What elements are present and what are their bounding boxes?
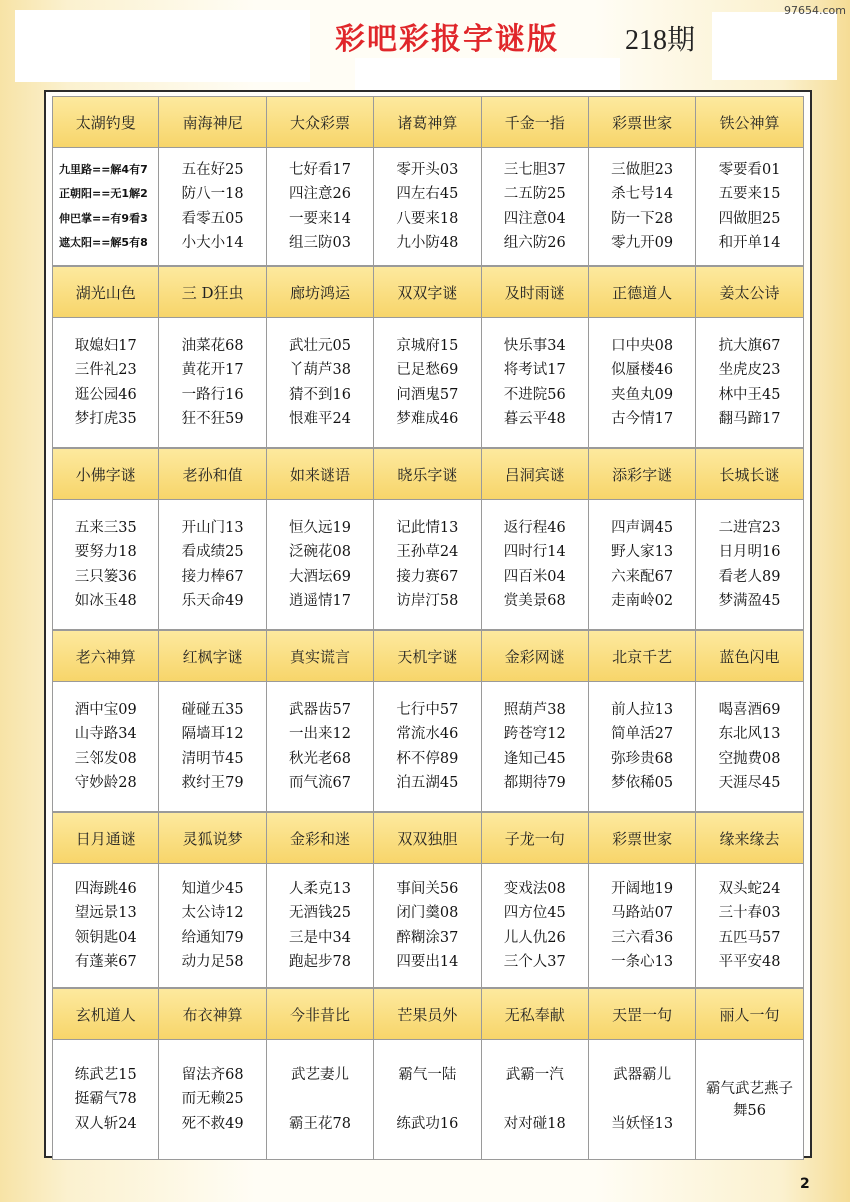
riddle-line: 开山门13 bbox=[181, 519, 244, 536]
riddle-line: 死不救49 bbox=[181, 1115, 244, 1132]
riddle-line: 三邻发08 bbox=[74, 750, 137, 767]
riddle-line: 杀七号14 bbox=[611, 186, 674, 202]
column-header: 布衣神算 bbox=[159, 988, 266, 1040]
riddle-line: 梦打虎35 bbox=[74, 411, 137, 427]
riddle-line: 猜不到16 bbox=[289, 386, 351, 403]
column-header: 千金一指 bbox=[482, 96, 589, 148]
riddle-line: 而气流67 bbox=[289, 775, 351, 791]
blank-header-center bbox=[355, 58, 620, 92]
riddle-line: 变戏法08 bbox=[503, 880, 566, 897]
riddle-line: 问酒鬼57 bbox=[396, 386, 459, 403]
column-header: 丽人一句 bbox=[696, 988, 803, 1040]
riddle-cell bbox=[696, 148, 803, 266]
riddle-line: 梦依稀05 bbox=[611, 775, 674, 791]
riddle-line: 弥珍贵68 bbox=[611, 750, 674, 767]
riddle-cell bbox=[696, 500, 803, 630]
column-header: 双双字谜 bbox=[374, 266, 481, 318]
riddle-line: 三六看36 bbox=[611, 929, 674, 946]
content-row bbox=[52, 148, 804, 266]
column-header: 及时雨谜 bbox=[482, 266, 589, 318]
header-row bbox=[52, 448, 804, 500]
riddle-line: 防八一18 bbox=[181, 186, 244, 202]
riddle-line: 零开头03 bbox=[396, 161, 459, 178]
riddle-cell bbox=[267, 318, 374, 448]
column-header: 诸葛神算 bbox=[374, 96, 481, 148]
riddle-cell bbox=[374, 864, 481, 988]
riddle-cell bbox=[482, 864, 589, 988]
riddle-line: 正朝阳==无1解2 bbox=[59, 187, 148, 200]
riddle-line: 五在好25 bbox=[181, 161, 244, 178]
riddle-cell bbox=[482, 1040, 589, 1160]
riddle-line: 返行程46 bbox=[503, 519, 566, 536]
column-header: 大众彩票 bbox=[267, 96, 374, 148]
riddle-line: 挺霸气78 bbox=[74, 1091, 137, 1108]
column-header: 南海神尼 bbox=[159, 96, 266, 148]
riddle-line: 乐天命49 bbox=[181, 593, 244, 609]
riddle-line: 八要来18 bbox=[396, 210, 459, 227]
riddle-cell bbox=[589, 1040, 696, 1160]
riddle-line: 似蜃楼46 bbox=[611, 362, 674, 378]
riddle-line: 黄花开17 bbox=[181, 362, 244, 378]
page-title: 彩吧彩报字谜版 bbox=[335, 22, 559, 57]
riddle-line: 王孙草24 bbox=[396, 544, 459, 560]
riddle-line: 不进院56 bbox=[503, 386, 566, 403]
riddle-line: 一出来12 bbox=[289, 726, 351, 742]
riddle-line: 野人家13 bbox=[611, 544, 674, 560]
riddle-cell bbox=[267, 682, 374, 812]
riddle-line: 如冰玉48 bbox=[74, 593, 137, 609]
riddle-cell bbox=[159, 148, 266, 266]
riddle-line: 九小防48 bbox=[396, 235, 459, 251]
riddle-cell bbox=[696, 1040, 803, 1160]
riddle-line: 伸巴掌==有9看3 bbox=[59, 211, 148, 225]
riddle-line: 秋光老68 bbox=[289, 750, 351, 767]
riddle-line: 四方位45 bbox=[503, 905, 566, 921]
riddle-line: 看老人89 bbox=[718, 568, 781, 585]
column-header: 小佛字谜 bbox=[52, 448, 159, 500]
riddle-line: 照葫芦38 bbox=[503, 701, 566, 718]
riddle-line: 马路站07 bbox=[611, 905, 674, 921]
riddle-line: 练武功16 bbox=[396, 1116, 459, 1132]
header-row bbox=[52, 266, 804, 318]
riddle-line: 当妖怪13 bbox=[611, 1116, 674, 1132]
riddle-board bbox=[44, 90, 812, 1158]
corner-mark: 2 bbox=[800, 1176, 810, 1192]
riddle-line: 三件礼23 bbox=[74, 362, 137, 378]
header-row bbox=[52, 630, 804, 682]
issue-number: 218期 bbox=[625, 25, 696, 56]
riddle-line: 前人拉13 bbox=[611, 701, 674, 718]
riddle-line: 守妙龄28 bbox=[74, 775, 137, 791]
riddle-cell bbox=[374, 682, 481, 812]
riddle-grid bbox=[52, 96, 804, 1160]
riddle-line: 清明节45 bbox=[181, 750, 244, 767]
riddle-line: 练武艺15 bbox=[74, 1066, 137, 1083]
column-header: 添彩字谜 bbox=[589, 448, 696, 500]
content-row bbox=[52, 318, 804, 448]
riddle-cell bbox=[159, 500, 266, 630]
riddle-cell bbox=[159, 682, 266, 812]
riddle-line: 四注意26 bbox=[289, 186, 351, 202]
riddle-line: 零九开09 bbox=[611, 235, 674, 251]
riddle-cell bbox=[267, 864, 374, 988]
riddle-line: 山寺路34 bbox=[74, 726, 137, 742]
riddle-cell bbox=[159, 864, 266, 988]
riddle-line: 恒久远19 bbox=[289, 519, 351, 536]
riddle-line: 二进宫23 bbox=[718, 519, 781, 536]
column-header: 三 D狂虫 bbox=[159, 266, 266, 318]
riddle-line: 狂不狂59 bbox=[181, 411, 244, 427]
riddle-line: 武艺妻儿 bbox=[290, 1066, 349, 1083]
riddle-line: 霸气一陆 bbox=[398, 1066, 457, 1083]
riddle-line: 接力棒67 bbox=[181, 568, 244, 585]
riddle-line: 翻马蹄17 bbox=[718, 411, 781, 427]
riddle-line: 四做胆25 bbox=[718, 210, 781, 227]
riddle-line: 霸王花78 bbox=[289, 1116, 351, 1132]
riddle-cell bbox=[374, 500, 481, 630]
column-header: 姜太公诗 bbox=[696, 266, 803, 318]
riddle-line: 给通知79 bbox=[181, 929, 244, 946]
riddle-line: 一条心13 bbox=[611, 954, 674, 970]
riddle-cell bbox=[267, 148, 374, 266]
riddle-line: 都期待79 bbox=[503, 775, 566, 791]
riddle-line: 小大小14 bbox=[181, 235, 244, 251]
riddle-line: 林中王45 bbox=[718, 386, 781, 403]
column-header: 如来谜语 bbox=[267, 448, 374, 500]
riddle-line: 逛公园46 bbox=[74, 386, 137, 403]
riddle-line: 组三防03 bbox=[289, 235, 351, 251]
riddle-line: 防一下28 bbox=[611, 210, 674, 227]
column-header: 金彩网谜 bbox=[482, 630, 589, 682]
riddle-cell bbox=[696, 864, 803, 988]
column-header: 双双独胆 bbox=[374, 812, 481, 864]
riddle-line: 太公诗12 bbox=[181, 905, 244, 921]
riddle-line: 碰碰五35 bbox=[181, 701, 244, 718]
riddle-line: 油菜花68 bbox=[181, 337, 244, 354]
riddle-line: 平平安48 bbox=[718, 954, 781, 970]
riddle-line: 东北风13 bbox=[718, 726, 781, 742]
column-header: 天罡一句 bbox=[589, 988, 696, 1040]
riddle-line: 取媳妇17 bbox=[74, 337, 137, 354]
riddle-line: 一要来14 bbox=[289, 210, 351, 227]
riddle-cell bbox=[696, 682, 803, 812]
riddle-line: 古今情17 bbox=[611, 411, 674, 427]
riddle-line: 口中央08 bbox=[611, 337, 674, 354]
riddle-line: 事间关56 bbox=[396, 880, 459, 897]
riddle-line: 五来三35 bbox=[74, 519, 137, 536]
riddle-cell bbox=[52, 1040, 159, 1160]
riddle-line: 五匹马57 bbox=[718, 929, 781, 946]
riddle-cell bbox=[482, 500, 589, 630]
riddle-line: 开阔地19 bbox=[611, 880, 674, 897]
riddle-line: 四时行14 bbox=[503, 544, 566, 560]
riddle-line: 接力赛67 bbox=[396, 568, 459, 585]
riddle-line: 三只篓36 bbox=[74, 568, 137, 585]
riddle-line: 和开单14 bbox=[718, 235, 781, 251]
content-row bbox=[52, 864, 804, 988]
riddle-line: 三十春03 bbox=[718, 905, 781, 921]
content-row bbox=[52, 500, 804, 630]
riddle-line: 九里路==解4有7 bbox=[59, 162, 148, 176]
riddle-line: 夹鱼丸09 bbox=[611, 386, 674, 403]
site-watermark: 97654.com bbox=[784, 4, 846, 17]
riddle-cell bbox=[267, 500, 374, 630]
riddle-line: 日月明16 bbox=[718, 544, 781, 560]
riddle-line: 京城府15 bbox=[396, 337, 459, 354]
column-header: 灵狐说梦 bbox=[159, 812, 266, 864]
riddle-line: 赏美景68 bbox=[503, 593, 566, 609]
riddle-line: 霸气武艺燕子舞56 bbox=[706, 1080, 794, 1119]
riddle-line: 无酒钱25 bbox=[289, 905, 351, 921]
riddle-line: 杯不停89 bbox=[396, 750, 459, 767]
riddle-line: 天涯尽45 bbox=[718, 775, 781, 791]
riddle-line: 双头蛇24 bbox=[718, 880, 781, 897]
riddle-line: 武器霸儿 bbox=[613, 1066, 672, 1083]
riddle-cell bbox=[267, 1040, 374, 1160]
riddle-line: 醉糊涂37 bbox=[396, 929, 459, 946]
content-row bbox=[52, 682, 804, 812]
riddle-line: 二五防25 bbox=[503, 186, 566, 202]
column-header: 蓝色闪电 bbox=[696, 630, 803, 682]
riddle-line: 泊五湖45 bbox=[396, 775, 459, 791]
column-header: 玄机道人 bbox=[52, 988, 159, 1040]
column-header: 缘来缘去 bbox=[696, 812, 803, 864]
riddle-cell bbox=[589, 864, 696, 988]
riddle-line: 闭门羹08 bbox=[396, 905, 459, 921]
header-row bbox=[52, 988, 804, 1040]
riddle-line: 快乐事34 bbox=[503, 337, 566, 354]
riddle-line: 七好看17 bbox=[289, 161, 351, 178]
riddle-line: 五要来15 bbox=[718, 186, 781, 202]
content-row bbox=[52, 1040, 804, 1160]
riddle-cell bbox=[589, 500, 696, 630]
riddle-line: 泛碗花08 bbox=[289, 544, 351, 560]
riddle-line: 跑起步78 bbox=[289, 954, 351, 970]
riddle-cell bbox=[374, 148, 481, 266]
column-header: 正德道人 bbox=[589, 266, 696, 318]
column-header: 天机字谜 bbox=[374, 630, 481, 682]
riddle-cell bbox=[374, 318, 481, 448]
riddle-line: 看零五05 bbox=[181, 210, 244, 227]
riddle-cell bbox=[159, 318, 266, 448]
riddle-cell bbox=[482, 682, 589, 812]
riddle-line: 武霸一汽 bbox=[505, 1066, 564, 1083]
riddle-line: 抗大旗67 bbox=[718, 337, 781, 354]
riddle-line: 人柔克13 bbox=[289, 880, 351, 897]
riddle-line: 三做胆23 bbox=[611, 161, 674, 178]
riddle-line: 走南岭02 bbox=[611, 593, 674, 609]
riddle-line: 组六防26 bbox=[503, 235, 566, 251]
riddle-line: 四海跳46 bbox=[74, 880, 137, 897]
riddle-line: 动力足58 bbox=[181, 954, 244, 970]
riddle-line: 暮云平48 bbox=[503, 411, 566, 427]
riddle-line: 看成绩25 bbox=[181, 544, 244, 560]
riddle-line: 四百米04 bbox=[503, 568, 566, 585]
header-row bbox=[52, 96, 804, 148]
riddle-line: 访岸汀58 bbox=[396, 593, 459, 609]
riddle-line: 将考试17 bbox=[503, 362, 566, 378]
riddle-line: 武壮元05 bbox=[289, 337, 351, 354]
riddle-line: 梦难成46 bbox=[396, 411, 459, 427]
riddle-cell bbox=[589, 148, 696, 266]
riddle-line: 儿人仇26 bbox=[503, 929, 566, 946]
riddle-line: 恨难平24 bbox=[289, 411, 351, 427]
column-header: 无私奉献 bbox=[482, 988, 589, 1040]
riddle-line: 三七胆37 bbox=[503, 161, 566, 178]
riddle-cell bbox=[482, 318, 589, 448]
riddle-line: 有蓬莱67 bbox=[74, 954, 137, 970]
column-header: 芒果员外 bbox=[374, 988, 481, 1040]
riddle-cell bbox=[52, 318, 159, 448]
riddle-line: 简单活27 bbox=[611, 726, 674, 742]
riddle-cell bbox=[589, 682, 696, 812]
riddle-line: 要努力18 bbox=[74, 544, 137, 560]
riddle-line: 逢知己45 bbox=[503, 750, 566, 767]
riddle-line: 记此情13 bbox=[396, 519, 459, 536]
column-header: 铁公神算 bbox=[696, 96, 803, 148]
column-header: 北京千艺 bbox=[589, 630, 696, 682]
riddle-cell bbox=[159, 1040, 266, 1160]
column-header: 红枫字谜 bbox=[159, 630, 266, 682]
riddle-line: 四左右45 bbox=[396, 186, 459, 202]
riddle-line: 四声调45 bbox=[611, 519, 674, 536]
header-row bbox=[52, 812, 804, 864]
riddle-line: 隔墙耳12 bbox=[181, 726, 244, 742]
column-header: 老六神算 bbox=[52, 630, 159, 682]
riddle-line: 对对碰18 bbox=[503, 1116, 566, 1132]
column-header: 子龙一句 bbox=[482, 812, 589, 864]
riddle-line: 遮太阳==解5有8 bbox=[59, 236, 148, 249]
riddle-line: 零要看01 bbox=[718, 161, 781, 178]
riddle-line: 喝喜酒69 bbox=[718, 701, 781, 718]
column-header: 长城长谜 bbox=[696, 448, 803, 500]
riddle-line: 已足愁69 bbox=[396, 362, 459, 378]
column-header: 真实谎言 bbox=[267, 630, 374, 682]
riddle-line: 逍遥情17 bbox=[289, 593, 351, 609]
riddle-line: 望远景13 bbox=[74, 905, 137, 921]
riddle-line: 跨苍穹12 bbox=[503, 726, 566, 742]
riddle-line: 三是中34 bbox=[289, 929, 351, 946]
column-header: 日月通谜 bbox=[52, 812, 159, 864]
riddle-cell bbox=[52, 500, 159, 630]
riddle-cell bbox=[52, 682, 159, 812]
riddle-line: 丫葫芦38 bbox=[289, 362, 351, 378]
riddle-line: 常流水46 bbox=[396, 726, 459, 742]
column-header: 老孙和值 bbox=[159, 448, 266, 500]
riddle-line: 六来配67 bbox=[611, 568, 674, 585]
riddle-cell bbox=[374, 1040, 481, 1160]
riddle-line: 空抛费08 bbox=[718, 750, 781, 767]
column-header: 彩票世家 bbox=[589, 96, 696, 148]
blank-header-right bbox=[712, 12, 837, 80]
column-header: 今非昔比 bbox=[267, 988, 374, 1040]
riddle-line: 救纣王79 bbox=[181, 775, 244, 791]
riddle-line: 留法齐68 bbox=[181, 1066, 244, 1083]
column-header: 晓乐字谜 bbox=[374, 448, 481, 500]
riddle-line: 四注意04 bbox=[503, 210, 566, 227]
riddle-cell bbox=[696, 318, 803, 448]
riddle-cell bbox=[52, 148, 159, 266]
column-header: 吕洞宾谜 bbox=[482, 448, 589, 500]
riddle-line: 知道少45 bbox=[181, 880, 244, 897]
riddle-cell bbox=[482, 148, 589, 266]
riddle-line: 三个人37 bbox=[503, 954, 566, 970]
column-header: 湖光山色 bbox=[52, 266, 159, 318]
column-header: 太湖钓叟 bbox=[52, 96, 159, 148]
riddle-line: 坐虎皮23 bbox=[718, 362, 781, 378]
riddle-line: 领钥匙04 bbox=[74, 929, 137, 946]
column-header: 彩票世家 bbox=[589, 812, 696, 864]
riddle-cell bbox=[589, 318, 696, 448]
riddle-line: 一路行16 bbox=[181, 386, 244, 403]
riddle-line: 四要出14 bbox=[396, 954, 459, 970]
riddle-line: 双人斩24 bbox=[74, 1115, 137, 1132]
riddle-line: 酒中宝09 bbox=[74, 701, 137, 718]
riddle-line: 大酒坛69 bbox=[289, 568, 351, 585]
riddle-cell bbox=[52, 864, 159, 988]
riddle-line: 七行中57 bbox=[396, 701, 459, 718]
riddle-line: 而无赖25 bbox=[181, 1091, 244, 1108]
blank-header-left bbox=[15, 10, 310, 82]
riddle-line: 武器齿57 bbox=[289, 701, 351, 718]
riddle-line: 梦满盈45 bbox=[718, 593, 781, 609]
column-header: 金彩和迷 bbox=[267, 812, 374, 864]
column-header: 廊坊鸿运 bbox=[267, 266, 374, 318]
